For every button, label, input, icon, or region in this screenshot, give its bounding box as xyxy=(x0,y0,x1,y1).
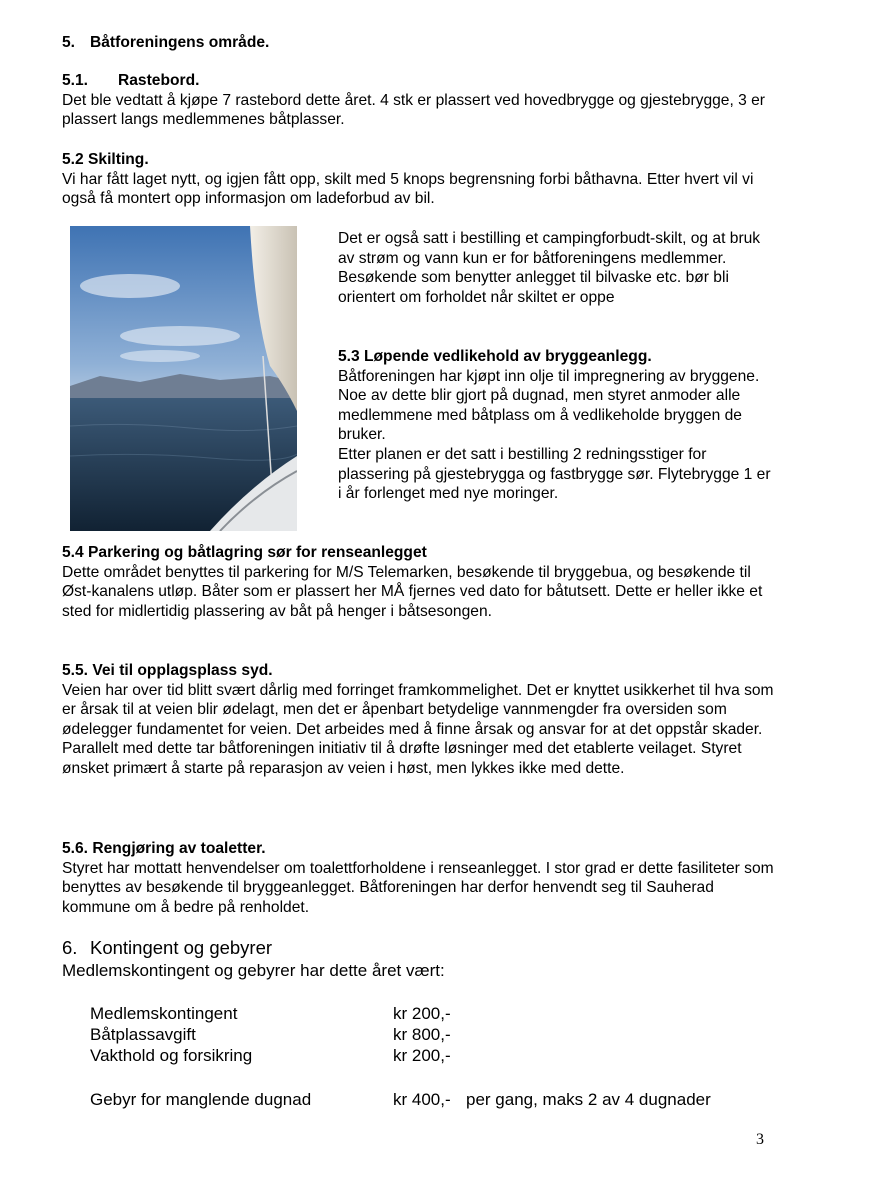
section-number: 5. xyxy=(62,34,76,51)
fee-amount: kr 200,- xyxy=(393,1046,451,1065)
fee-note: per gang, maks 2 av 4 dugnader xyxy=(466,1090,711,1109)
paragraph: Båtforeningen har kjøpt inn olje til impregnering av bryggene. Noe av dette blir gjort på dugnad, men styret anmoder alle medlemmene med båtplass om å vedlikeholde bryggen de bruker. xyxy=(338,367,760,444)
paragraph: Vi har fått laget nytt, og igjen fått opp, skilt med 5 knops begrensning forbi båthavna. Etter hvert vil vi også få montert opp informasjon om ladeforbud av bil. xyxy=(62,170,754,208)
sailing-photo xyxy=(70,226,297,531)
section-5-heading xyxy=(62,33,782,53)
subsection-title: Rastebord. xyxy=(118,72,200,89)
paragraph: Styret har mottatt henvendelser om toalettforholdene i renseanlegget. I stor grad er dette fasiliteter som benyttes av besøkende til bryggeanlegget. Båtforeningen har derfor henvendt seg til Sauherad kommune om å bedre på renholdet. xyxy=(62,859,774,916)
page-number: 3 xyxy=(756,1131,764,1148)
paragraph: Veien har over tid blitt svært dårlig med forringet framkommelighet. Det er knyttet usikkerhet til hva som er årsak til at veien blir ødelagt, men det er åpenbart betydelige vannmengder fra oversiden som ødelegger fundamentet for veien. Det arbeides med å finne årsak og ansvar for at det oppstår skader. Parallelt med dette tar båtforeningen initiativ til å drøfte løsninger med det etablerte veilaget. Styret ønsket primært å starte på reparasjon av veien i høst, men lykkes ikke med dette. xyxy=(62,681,774,777)
paragraph: Det er også satt i bestilling et campingforbudt-skilt, og at bruk av strøm og vann kun er for båtforeningens medlemmer. Besøkende som benytter anlegget til bilvaske etc. bør bli orientert om forholdet når skiltet er oppe xyxy=(338,230,761,306)
subsection-5-6 xyxy=(62,839,782,917)
fee-amount: kr 200,- xyxy=(393,1004,451,1023)
fee-label: Medlemskontingent xyxy=(90,1004,238,1023)
subsection-5-1 xyxy=(62,71,782,130)
subsection-title: 5.2 Skilting. xyxy=(62,151,149,168)
fee-amount: kr 800,- xyxy=(393,1025,451,1044)
subsection-5-4 xyxy=(62,543,782,621)
section-title: Kontingent og gebyrer xyxy=(90,937,273,958)
section-number: 6. xyxy=(62,937,78,958)
fee-intro: Medlemskontingent og gebyrer har dette året vært: xyxy=(62,961,445,980)
subsection-5-5 xyxy=(62,661,782,779)
fee-label: Vakthold og forsikring xyxy=(90,1046,253,1065)
subsection-title: 5.4 Parkering og båtlagring sør for renseanlegget xyxy=(62,544,427,561)
subsection-5-3 xyxy=(338,347,778,504)
subsection-number: 5.1. xyxy=(62,72,89,89)
section-title: Båtforeningens område. xyxy=(90,34,270,51)
paragraph: Dette området benyttes til parkering for M/S Telemarken, besøkende til bryggebua, og besøkende til Øst-kanalens utløp. Båter som er plassert her MÅ fjernes ved dato for båtutsett. Dette er heller ikke et sted for midlertidig plassering av båt på henger i båtsesongen. xyxy=(62,563,763,620)
section-6-heading xyxy=(62,937,272,959)
skilting-continued xyxy=(338,229,778,307)
subsection-title: 5.6. Rengjøring av toaletter. xyxy=(62,840,266,857)
subsection-title: 5.5. Vei til opplagsplass syd. xyxy=(62,662,273,679)
subsection-title: 5.3 Løpende vedlikehold av bryggeanlegg. xyxy=(338,348,652,365)
subsection-5-2 xyxy=(62,150,782,209)
fee-label: Gebyr for manglende dugnad xyxy=(90,1090,312,1109)
fee-label: Båtplassavgift xyxy=(90,1025,196,1044)
paragraph: Etter planen er det satt i bestilling 2 redningsstiger for plassering på gjestebrygga og fastbrygge sør. Flytebrygge 1 er i år forlenget med nye moringer. xyxy=(338,445,771,503)
paragraph: Det ble vedtatt å kjøpe 7 rastebord dette året. 4 stk er plassert ved hovedbrygge og gjestebrygge, 3 er plassert langs medlemmenes båtplasser. xyxy=(62,91,765,129)
fee-amount: kr 400,- xyxy=(393,1090,451,1109)
